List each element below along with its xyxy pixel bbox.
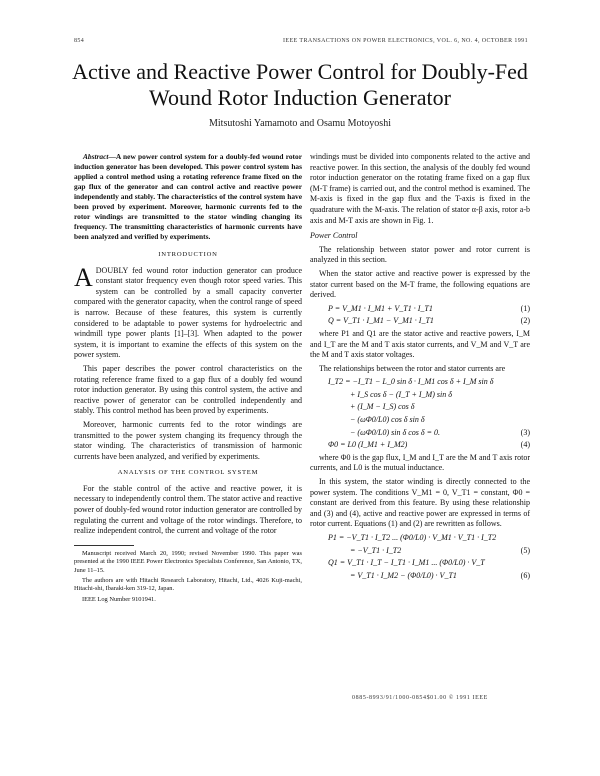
equation-3-number: (3) xyxy=(520,427,530,437)
right-column xyxy=(310,152,530,583)
page-number: 854 xyxy=(74,38,85,44)
equation-1-body: P = V_M1 · I_M1 + V_T1 · I_T1 xyxy=(328,303,433,313)
intro-paragraph-1 xyxy=(74,262,302,361)
equation-6-number: (6) xyxy=(520,570,530,580)
footnote-log-number: IEEE Log Number 9101941. xyxy=(82,595,156,603)
equation-3-line-3: + (I_M − I_S) cos δ xyxy=(350,402,415,412)
footnote-affiliation: The authors are with Hitachi Research Laboratory, Hitachi, Ltd., 4026 Kuji-machi, Hitachi-shi, Ibaraki-ken 319-12, Japan. xyxy=(74,577,302,593)
right-paragraph-3: When the stator active and reactive power is expressed by the stator current based on the M-T frame, the following equations are derived. xyxy=(310,268,530,300)
section-heading-introduction: INTRODUCTION xyxy=(158,251,218,258)
abstract xyxy=(74,152,302,242)
right-paragraph-2: The relationship between stator power and rotor current is analyzed in this section. xyxy=(310,244,530,265)
equation-5-line-2 xyxy=(310,546,530,557)
equation-6-line-2 xyxy=(310,571,530,582)
footnote-manuscript: Manuscript received March 20, 1990; revised November 1990. This paper was presented at the 1990 IEEE Power Electronics Specialists Conference, San Antonio, TX, June 11–15. xyxy=(74,549,302,574)
equation-3-line-2: + I_S cos δ − (I_T + I_M) sin δ xyxy=(350,389,452,399)
equation-1-number: (1) xyxy=(520,303,530,313)
right-paragraph-5: The relationships between the rotor and stator currents are xyxy=(319,363,506,373)
right-paragraph-7: In this system, the stator winding is directly connected to the power system. The conditions V_M1 = 0, V_T1 = constant, Φ0 = constant are derived from this feature. By using these relationship and (3) and (4), active and reactive power are expressed in terms of rotor current. Equations (1) and (2) are rewritten as follows. xyxy=(310,477,530,529)
equation-4 xyxy=(310,440,530,451)
right-paragraph-4: where P1 and Q1 are the stator active and reactive powers, I_M and I_T are the M and T axis stator currents, and V_M and V_T are the M and T axis stator voltages. xyxy=(310,328,530,360)
equation-3-body-end: − (ωΦ0/L0) sin δ cos δ = 0. xyxy=(350,427,440,437)
equation-3-line-4: − (ωΦ0/L0) cos δ sin δ xyxy=(350,415,425,425)
equation-6-body-end: = V_T1 · I_M2 − (Φ0/L0) · V_T1 xyxy=(350,570,457,580)
section-heading-analysis: ANALYSIS OF THE CONTROL SYSTEM xyxy=(117,469,259,477)
equation-5-line-1: P1 = −V_T1 · I_T2 ... (Φ0/L0) · V_M1 · V_T1 · I_T2 xyxy=(328,533,497,542)
paper-title-line-1: Active and Reactive Power Control for Doubly-Fed xyxy=(72,59,528,84)
intro-paragraph-2: This paper describes the power control characteristics on the rotating reference frame fixed to a gap flux of a doubly fed wound rotor induction generator. By using this control system, the active and reactive power of generator can be controlled independently and stably. This control method has been proved by experiments. xyxy=(74,363,302,416)
right-paragraph-6: where Φ0 is the gap flux, I_M and I_T are the M and T axis rotor currents, and L0 is the mutual inductance. xyxy=(310,452,530,473)
subsection-heading-power-control: Power Control xyxy=(310,231,358,241)
intro-paragraph-3: Moreover, harmonic currents fed to the rotor windings are transmitted to the power system changing its frequency through the stator winding. The characteristics of transmission of harmonic currents have been analyzed, and verified by experiments. xyxy=(74,419,302,461)
equation-4-body: Φ0 = L0 (I_M1 + I_M2) xyxy=(328,440,408,450)
equation-3-line-5 xyxy=(310,428,530,439)
equation-4-number: (4) xyxy=(520,440,530,450)
equation-6-line-1: Q1 = V_T1 · I_T − I_T1 · I_M1 ... (Φ0/L0) · V_T xyxy=(328,558,485,568)
equation-2-body: Q = V_T1 · I_M1 − V_M1 · I_T1 xyxy=(328,316,434,326)
equation-5-number: (5) xyxy=(520,545,530,555)
abstract-text: A new power control system for a doubly-fed wound rotor induction generator has been developed. This power control system has applied a control method using a rotating reference frame fixed on the gap flux of the generator and can control active and reactive power independently and stably. The characteristics of the control system have been proved by experiment. Moreover, harmonic currents fed to the rotor windings are transmitted to the stator winding changing its frequency. The transmitting characteristics of harmonic currents have been analyzed and verified by experiments. xyxy=(74,152,302,241)
journal-header: IEEE TRANSACTIONS ON POWER ELECTRONICS, VOL. 6, NO. 4, OCTOBER 1991 xyxy=(283,38,528,44)
right-paragraph-1: windings must be divided into components related to the active and reactive power. In this section, the analysis of the doubly fed wound rotor induction generator on the rotating frame fixed on a gap flux (M-T frame) is carried out, and the control method is examined. The M-axis is fixed in the gap flux and the T-axis is fixed in the quadrature with the M-axis. The relation of stator α-β axis, rotor a-b axis and M-T axis are shown in Fig. 1. xyxy=(310,152,530,225)
equation-5-body-end: = −V_T1 · I_T2 xyxy=(350,545,402,555)
intro-paragraph-1-text: DOUBLY fed wound rotor induction generator can produce constant stator frequency even though rotor speed varies. This system can be controlled by a small capacity converter compared with the generator capacity, when the control range of speed is narrow. Because of these features, this system is currently considered to be adaptable to power systems for hydroelectric and windmill type power plants [1]–[3]. When adapted to the power system, it is important to examine the effects of this system on the power system. xyxy=(74,265,302,360)
abstract-label: Abstract— xyxy=(83,152,116,161)
footnote-rule xyxy=(74,545,134,546)
equation-1 xyxy=(310,304,530,315)
copyright-footer: 0885-8993/91/1000-0854$01.00 © 1991 IEEE xyxy=(352,695,488,701)
equation-2-number: (2) xyxy=(520,316,530,326)
authors: Mitsutoshi Yamamoto and Osamu Motoyoshi xyxy=(209,118,391,129)
equation-3-line-1: I_T2 = −I_T1 − L_0 sin δ · I_M1 cos δ + I_M sin δ xyxy=(328,377,494,387)
paper-title-line-2: Wound Rotor Induction Generator xyxy=(149,85,451,110)
analysis-paragraph-1: For the stable control of the active and reactive power, it is necessary to independently control them. The stator active and reactive power of doubly-fed wound rotor induction generator are controlled by regulating the current and voltage of the rotor windings. Therefore, to realize independent control, the current and voltage of the rotor xyxy=(74,483,302,536)
drop-cap: A xyxy=(74,262,93,292)
equation-2 xyxy=(310,316,530,327)
left-column xyxy=(74,152,302,606)
